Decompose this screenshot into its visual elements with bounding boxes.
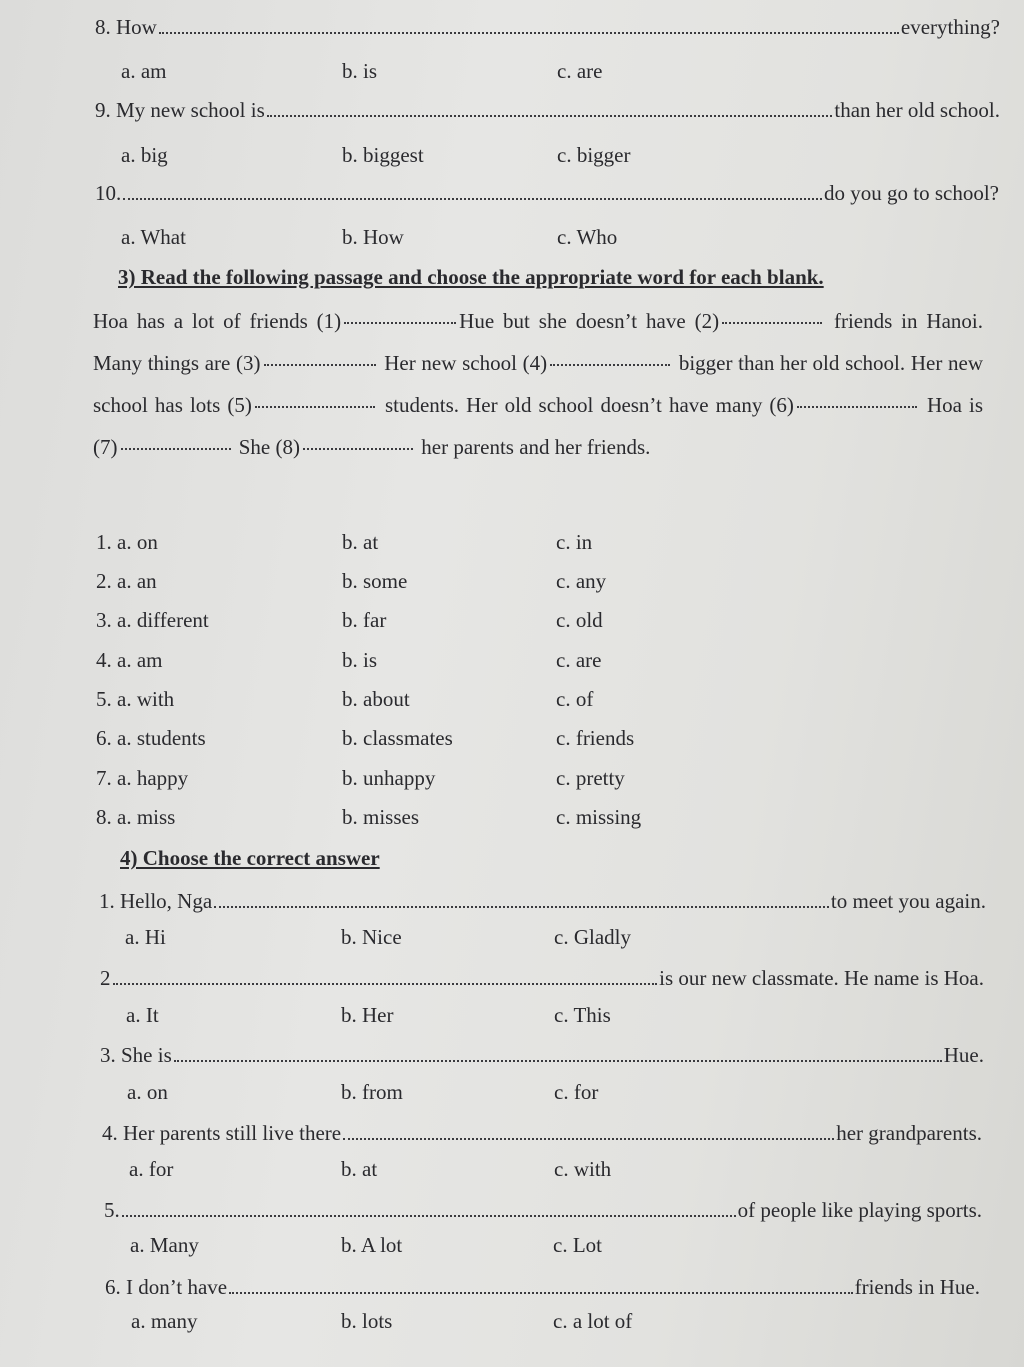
option-a[interactable]: 1. a. on xyxy=(96,530,158,554)
option-a[interactable]: a. for xyxy=(129,1157,174,1181)
choice-row-7 xyxy=(0,763,1024,793)
option-a[interactable]: a. What xyxy=(121,225,186,249)
question-lead: 9. My new school is xyxy=(95,98,265,122)
option-c[interactable]: c. for xyxy=(554,1080,599,1104)
section-3-heading-row xyxy=(0,262,1024,292)
question-tail: to meet you again. xyxy=(830,889,986,913)
question-lead: 10. xyxy=(95,181,122,205)
option-b[interactable]: b. at xyxy=(342,530,379,554)
option-c[interactable]: c. are xyxy=(556,648,602,672)
answer-blank[interactable] xyxy=(267,115,833,117)
question-9 xyxy=(0,95,1024,125)
passage-text: her parents and her friends. xyxy=(421,435,651,459)
option-c[interactable]: c. in xyxy=(556,530,593,554)
options-8 xyxy=(0,56,1024,86)
answer-blank[interactable] xyxy=(123,198,822,200)
question-10 xyxy=(0,178,1024,208)
option-a[interactable]: 4. a. am xyxy=(96,648,163,672)
option-b[interactable]: b. How xyxy=(342,225,404,249)
section-4-heading-row xyxy=(0,843,1024,873)
option-c[interactable]: c. are xyxy=(557,59,603,83)
passage-text: Hue but she doesn’t have (2) xyxy=(459,309,720,333)
passage-blank-3[interactable] xyxy=(264,364,376,366)
option-a[interactable]: a. Many xyxy=(130,1233,199,1257)
passage-text: friends in Hanoi. Many things are (3) xyxy=(93,309,983,375)
option-b[interactable]: b. Nice xyxy=(341,925,402,949)
s4-options-5 xyxy=(0,1230,1024,1260)
option-c[interactable]: c. friends xyxy=(556,726,635,750)
passage-blank-1[interactable] xyxy=(344,322,456,324)
s4-question-2 xyxy=(0,963,1024,993)
option-a[interactable]: 7. a. happy xyxy=(96,766,189,790)
answer-blank[interactable] xyxy=(174,1060,942,1062)
answer-blank[interactable] xyxy=(113,983,658,985)
s4-question-3 xyxy=(0,1040,1024,1070)
question-tail: her grandparents. xyxy=(836,1121,982,1145)
option-a[interactable]: 5. a. with xyxy=(96,687,175,711)
option-a[interactable]: a. am xyxy=(121,59,167,83)
option-a[interactable]: 6. a. students xyxy=(96,726,206,750)
answer-blank[interactable] xyxy=(122,1215,736,1217)
choice-row-6 xyxy=(0,723,1024,753)
option-a[interactable]: 2. a. an xyxy=(96,569,157,593)
option-b[interactable]: b. far xyxy=(342,608,387,632)
option-a[interactable]: a. Hi xyxy=(125,925,166,949)
option-b[interactable]: b. from xyxy=(341,1080,403,1104)
option-b[interactable]: b. classmates xyxy=(342,726,453,750)
question-tail: Hue. xyxy=(943,1043,984,1067)
option-c[interactable]: c. a lot of xyxy=(553,1309,633,1333)
answer-blank[interactable] xyxy=(214,906,829,908)
section-4-heading: 4) Choose the correct answer xyxy=(120,846,380,870)
question-lead: 2 xyxy=(100,966,111,990)
s4-options-1 xyxy=(0,922,1024,952)
passage-text: bigger than her old school. Her new school has lots (5) xyxy=(93,351,984,417)
question-lead: 4. Her parents still live there xyxy=(102,1121,342,1145)
choice-row-4 xyxy=(0,645,1024,675)
option-a[interactable]: a. many xyxy=(131,1309,198,1333)
question-lead: 5. xyxy=(104,1198,120,1222)
option-c[interactable]: c. Gladly xyxy=(554,925,631,949)
option-b[interactable]: b. misses xyxy=(342,805,420,829)
answer-blank[interactable] xyxy=(343,1138,834,1140)
question-tail: everything? xyxy=(900,15,1000,39)
answer-blank[interactable] xyxy=(229,1292,853,1294)
option-b[interactable]: b. lots xyxy=(341,1309,393,1333)
option-a[interactable]: 3. a. different xyxy=(96,608,209,632)
option-b[interactable]: b. is xyxy=(342,648,378,672)
s4-question-4 xyxy=(0,1118,1024,1148)
option-b[interactable]: b. A lot xyxy=(341,1233,403,1257)
option-c[interactable]: c. pretty xyxy=(556,766,625,790)
question-tail: than her old school. xyxy=(834,98,1000,122)
passage-text: Hoa has a lot of friends (1) xyxy=(93,309,342,333)
choice-row-2 xyxy=(0,566,1024,596)
s4-options-3 xyxy=(0,1077,1024,1107)
section-3-heading: 3) Read the following passage and choose the appropriate word for each blank. xyxy=(118,265,824,289)
question-lead: 1. Hello, Nga xyxy=(99,889,213,913)
option-c[interactable]: c. missing xyxy=(556,805,642,829)
question-8 xyxy=(0,12,1024,42)
choice-row-1 xyxy=(0,527,1024,557)
option-c[interactable]: c. bigger xyxy=(557,143,631,167)
question-lead: 3. She is xyxy=(100,1043,172,1067)
option-a[interactable]: a. It xyxy=(126,1003,159,1027)
option-b[interactable]: b. some xyxy=(342,569,408,593)
option-c[interactable]: c. any xyxy=(556,569,607,593)
option-c[interactable]: c. Who xyxy=(557,225,618,249)
option-a[interactable]: a. big xyxy=(121,143,168,167)
passage-blank-2[interactable] xyxy=(722,322,822,324)
option-b[interactable]: b. Her xyxy=(341,1003,394,1027)
passage-text: She (8) xyxy=(238,435,300,459)
answer-blank[interactable] xyxy=(159,32,899,34)
question-tail: is our new classmate. He name is Hoa. xyxy=(659,966,984,990)
s4-question-1 xyxy=(0,886,1024,916)
question-lead: 6. I don’t have xyxy=(105,1275,228,1299)
s4-options-6 xyxy=(0,1306,1024,1336)
passage-blank-7[interactable] xyxy=(121,448,231,450)
option-b[interactable]: b. unhappy xyxy=(342,766,436,790)
passage-text: students. Her old school doesn’t have many (6) xyxy=(384,393,794,417)
option-c[interactable]: c. This xyxy=(554,1003,611,1027)
question-lead: 8. How xyxy=(95,15,157,39)
option-b[interactable]: b. biggest xyxy=(342,143,424,167)
s4-options-2 xyxy=(0,1000,1024,1030)
choice-row-5 xyxy=(0,684,1024,714)
passage-blank-5[interactable] xyxy=(255,406,375,408)
s4-options-4 xyxy=(0,1154,1024,1184)
option-a[interactable]: 8. a. miss xyxy=(96,805,176,829)
option-c[interactable]: c. of xyxy=(556,687,594,711)
options-9 xyxy=(0,140,1024,170)
option-b[interactable]: b. at xyxy=(341,1157,378,1181)
passage-blank-6[interactable] xyxy=(797,406,917,408)
option-c[interactable]: c. old xyxy=(556,608,603,632)
option-c[interactable]: c. Lot xyxy=(553,1233,602,1257)
reading-passage xyxy=(93,300,983,468)
passage-blank-4[interactable] xyxy=(550,364,670,366)
option-b[interactable]: b. is xyxy=(342,59,378,83)
passage-blank-8[interactable] xyxy=(303,448,413,450)
s4-question-5 xyxy=(0,1195,1024,1225)
option-c[interactable]: c. with xyxy=(554,1157,612,1181)
option-b[interactable]: b. about xyxy=(342,687,410,711)
passage-text: Hoa is (7) xyxy=(93,393,984,459)
choice-row-8 xyxy=(0,802,1024,832)
passage-text: Her new school (4) xyxy=(384,351,548,375)
s4-question-6 xyxy=(0,1272,1024,1302)
question-tail: do you go to school? xyxy=(824,181,999,205)
choice-row-3 xyxy=(0,605,1024,635)
option-a[interactable]: a. on xyxy=(127,1080,168,1104)
options-10 xyxy=(0,222,1024,252)
question-tail: of people like playing sports. xyxy=(737,1198,982,1222)
question-tail: friends in Hue. xyxy=(854,1275,980,1299)
